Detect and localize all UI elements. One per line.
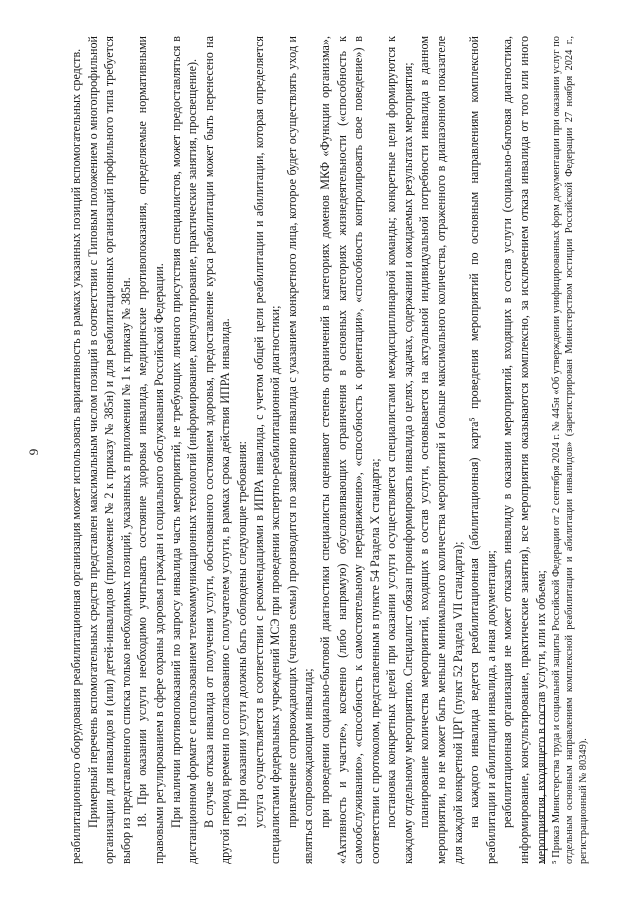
paragraph: 19. При оказании услуги должны быть соблюдены следующие требования: xyxy=(234,441,249,828)
paragraph: При наличии противопоказаний по запросу инвалида часть мероприятий, не требующих личного присутствия специалистов, может предоставляться в дистанционном формате с использованием телекоммуникационных технологий (информирование, консультирование, практические занятия, просвещение). xyxy=(168,36,200,864)
document-body xyxy=(68,36,549,864)
paragraph: привлечение сопровождающих (членов семьи) производится по заявлению инвалида с указанием конкретного лица, которое будет осуществлять уход и являться сопровождающим инвалида; xyxy=(284,36,316,864)
paragraph: В случае отказа инвалида от получения услуги, обоснованного состоянием здоровья, предоставление курса реабилитации может быть перенесено на другой период времени по согласованию с получателем услуги, в рамках срока действия ИПРА инвалида. xyxy=(201,36,233,864)
footnote-divider xyxy=(544,704,545,864)
paragraph: реабилитационного оборудования реабилитационная организация может использовать вариативность в рамках указанных позиций вспомогательных средств. xyxy=(69,48,83,864)
paragraph: услуга осуществляется в соответствии с рекомендациями в ИПРА инвалида, с учетом общей цели реабилитации и абилитации, которая определяется специалистами федеральных учреждений МСЭ при проведении экспертно-реабилитационной диагностики; xyxy=(251,36,283,864)
paragraph: на каждого инвалида ведется реабилитационная (абилитационная) карта⁵ проведения мероприятий по основным направлениям комплексной реабилитации и абилитации инвалида, а иная документация; xyxy=(467,36,498,864)
footnote: ⁵ Приказ Министерства труда и социальной защиты Российской Федерации от 2 сентября 2024 г. № 445н «Об утверждении унифицированных форм документации при оказании услуг по отдельным основным направлениям комплексной реабилитации и абилитации инвалидов» (зарегистрирован Министерством юстиции Российской Федерации 27 ноября 2024 г., регистрационный № 80349). xyxy=(551,36,589,864)
paragraph: Примерный перечень вспомогательных средств представлен максимальным числом позиций в соответствии с Типовым положением о многопрофильной организации для инвалидов и (или) детей-инвалидов (приложение № 2 к приказу № 385н) и для реабилитационных организаций профильного типа требуется выбор из представленного списка только необходимых позиций, указанных в приложении № 1 к приказу № 385н. xyxy=(85,36,133,864)
paragraph: планирование количества мероприятий, входящих в состав услуги, основывается на актуальной индивидуальной потребности инвалида в данном мероприятии, но не может быть меньше минимального количества мероприятий и больше максимального количества, отраженного в диапазонном показателе для каждой конкретной ЦРГ (пункт 52 Раздела VII стандарта); xyxy=(417,36,465,864)
page-number: 9 xyxy=(26,448,41,456)
paragraph: 18. При оказании услуги необходимо учитывать состояние здоровья инвалида, медицинские противопоказания, определяемые нормативными правовыми регулированием в сфере охраны здоровья граждан и социального обслуживания Российской Федерации. xyxy=(135,36,166,864)
document-page xyxy=(20,22,620,882)
paragraph: реабилитационная организация не может отказать инвалиду в оказании мероприятий, входящих в состав услуги (социально-бытовая диагностика, информирование, консультирование, практические занятия), все мероприятия оказываются комплексно, за исключением отказа инвалида от того или иного мероприятия, входящего в состав услуги, или их объема; xyxy=(500,36,548,864)
paragraph: при проведении социально-бытовой диагностики специалисты оценивают степень ограничений в категориях доменов МКФ «Функции организма», «Активность и участие», косвенно (либо напрямую) обусловливающих ограничения в основных категориях жизнедеятельности («способность к самообслуживанию», «способность к самостоятельному передвижению», «способность к ориентации», «способность контролировать свое поведение») в соответствии с протоколом, представленным в пункте 54 Раздела X стандарта; xyxy=(317,36,382,864)
paragraph: постановка конкретных целей при оказании услуги осуществляется специалистами междисциплинарной команды; конкретные цели формируются к каждому отдельному мероприятию. Специалист обязан проинформировать инвалида о целях, задачах, содержании и ожидаемых результатах мероприятия; xyxy=(384,36,415,864)
